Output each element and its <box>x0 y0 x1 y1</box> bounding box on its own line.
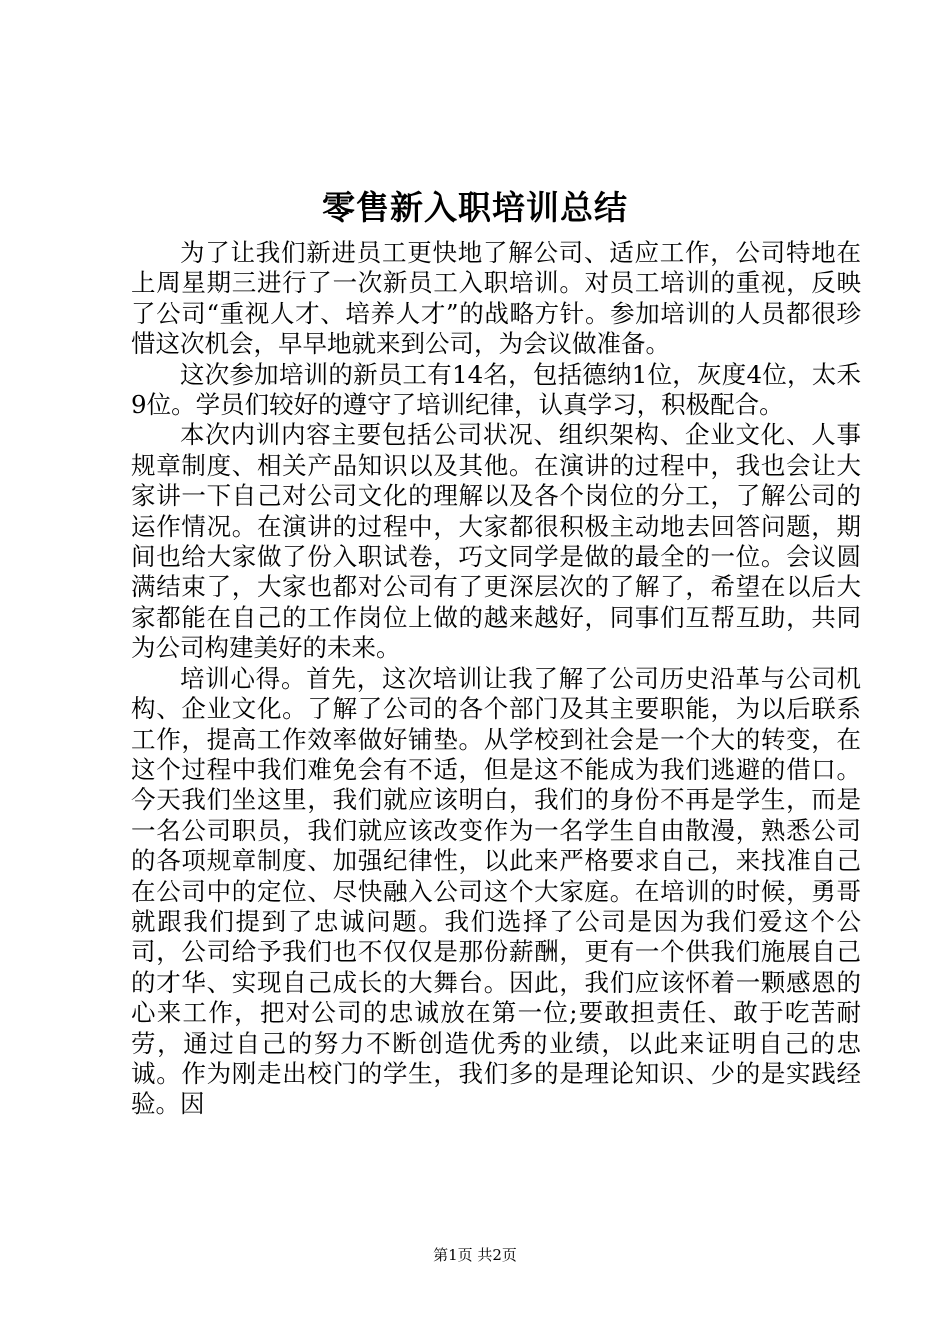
document-body <box>131 238 861 1120</box>
paragraph-training-reflections: 培训心得。首先，这次培训让我了解了公司历史沿革与公司机构、企业文化。了解了公司的各个部门及其主要职能，为以后联系工作，提高工作效率做好铺垫。从学校到社会是一个大的转变，在这个过程中我们难免会有不适，但是这不能成为我们逃避的借口。今天我们坐这里，我们就应该明白，我们的身份不再是学生，而是一名公司职员，我们就应该改变作为一名学生自由散漫，熟悉公司的各项规章制度、加强纪律性，以此来严格要求自己，来找准自己在公司中的定位、尽快融入公司这个大家庭。在培训的时候，勇哥就跟我们提到了忠诚问题。我们选择了公司是因为我们爱这个公司，公司给予我们也不仅仅是那份薪酬，更有一个供我们施展自己的才华、实现自己成长的大舞台。因此，我们应该怀着一颗感恩的心来工作，把对公司的忠诚放在第一位;要敢担责任、敢于吃苦耐劳，通过自己的努力不断创造优秀的业绩，以此来证明自己的忠诚。作为刚走出校门的学生，我们多的是理论知识、少的是实践经验。因 <box>131 663 861 1119</box>
paragraph-training-content: 本次内训内容主要包括公司状况、组织架构、企业文化、人事规章制度、相关产品知识以及其他。在演讲的过程中，我也会让大家讲一下自己对公司文化的理解以及各个岗位的分工，了解公司的运作情况。在演讲的过程中，大家都很积极主动地去回答问题，期间也给大家做了份入职试卷，巧文同学是做的最全的一位。会议圆满结束了，大家也都对公司有了更深层次的了解了，希望在以后大家都能在自己的工作岗位上做的越来越好，同事们互帮互助，共同为公司构建美好的未来。 <box>131 420 861 663</box>
page-footer: 第1页 共2页 <box>433 1246 517 1264</box>
paragraph-intro: 为了让我们新进员工更快地了解公司、适应工作，公司特地在上周星期三进行了一次新员工入职培训。对员工培训的重视，反映了公司“重视人才、培养人才”的战略方针。参加培训的人员都很珍惜这次机会，早早地就来到公司，为会议做准备。 <box>131 238 861 359</box>
paragraph-participants: 这次参加培训的新员工有14名，包括德纳1位，灰度4位，太禾9位。学员们较好的遵守了培训纪律，认真学习，积极配合。 <box>131 359 861 420</box>
document-title: 零售新入职培训总结 <box>322 188 628 227</box>
